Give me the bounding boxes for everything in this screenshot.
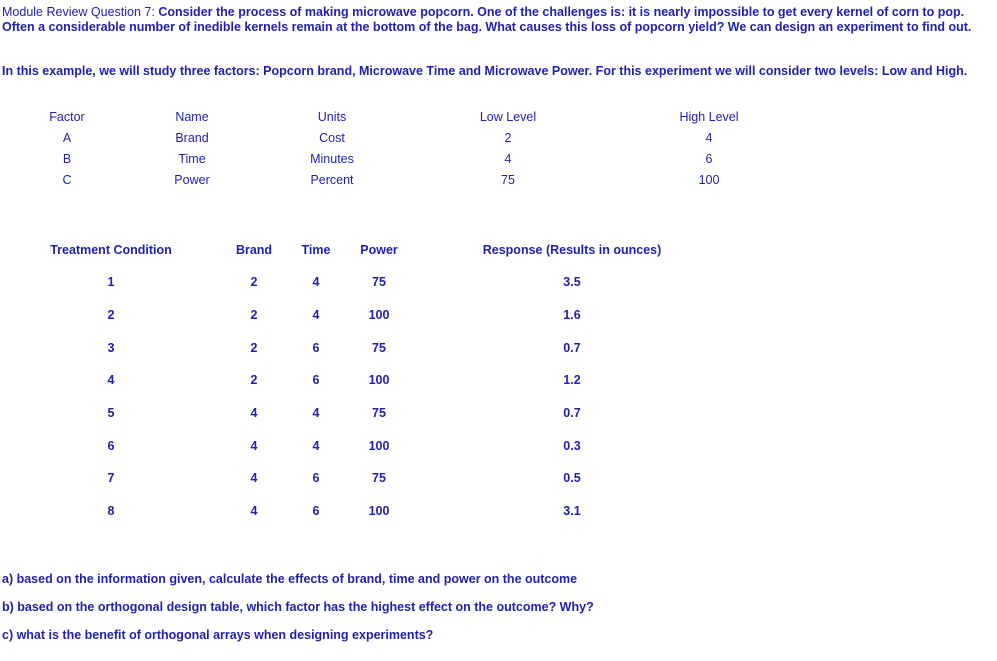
treatment-table-cell: 2 bbox=[250, 308, 258, 322]
factor-table-cell: Percent bbox=[310, 173, 354, 187]
treatment-table-cell: 4 bbox=[312, 406, 320, 420]
treatment-table-cell: 6 bbox=[312, 341, 320, 355]
treatment-table-cell: 2 bbox=[250, 341, 258, 355]
intro-text: Consider the process of making microwave popcorn. One of the challenges is: it is nearly impossible to get every kernel of corn to pop. Often a considerable number of inedible kernels remain at the bottom of the bag. What causes this loss of popcorn yield? We can design an experiment to find out. bbox=[2, 5, 972, 34]
treatment-table-cell: 75 bbox=[372, 406, 386, 420]
treatment-table-header: Power bbox=[360, 243, 398, 257]
factor-table-header: Name bbox=[175, 110, 209, 124]
factor-table-cell: Time bbox=[178, 152, 206, 166]
treatment-table-cell: 75 bbox=[372, 471, 386, 485]
treatment-table-header: Time bbox=[301, 243, 331, 257]
treatment-table-cell: 1.6 bbox=[563, 308, 581, 322]
factor-table-cell: C bbox=[62, 173, 72, 187]
factor-table-cell: 100 bbox=[698, 173, 720, 187]
factor-table-cell: 2 bbox=[504, 131, 512, 145]
treatment-table-cell: 100 bbox=[368, 504, 390, 518]
factor-table-cell: B bbox=[62, 152, 72, 166]
question-b: b) based on the orthogonal design table, which factor has the highest effect on the outcome? Why? bbox=[2, 600, 594, 614]
treatment-table-cell: 6 bbox=[107, 439, 115, 453]
factor-table-cell: Power bbox=[174, 173, 210, 187]
treatment-table-cell: 4 bbox=[250, 439, 258, 453]
treatment-table-header: Treatment Condition bbox=[50, 243, 172, 257]
treatment-table-cell: 4 bbox=[250, 406, 258, 420]
treatment-table-cell: 100 bbox=[368, 308, 390, 322]
treatment-table-cell: 3.5 bbox=[563, 275, 581, 289]
question-a: a) based on the information given, calculate the effects of brand, time and power on the outcome bbox=[2, 572, 578, 586]
treatment-table-cell: 6 bbox=[312, 504, 320, 518]
treatment-table-cell: 4 bbox=[250, 471, 258, 485]
treatment-table-cell: 0.3 bbox=[563, 439, 581, 453]
treatment-table-cell: 0.7 bbox=[563, 406, 581, 420]
question-title: Module Review Question 7: bbox=[2, 5, 155, 19]
factor-table-header: Factor bbox=[49, 110, 85, 124]
treatment-table-cell: 1 bbox=[107, 275, 115, 289]
factor-table-header: Low Level bbox=[479, 110, 537, 124]
factor-table-cell: Brand bbox=[175, 131, 209, 145]
treatment-table-cell: 75 bbox=[372, 275, 386, 289]
treatment-table-cell: 4 bbox=[250, 504, 258, 518]
treatment-table-cell: 1.2 bbox=[563, 373, 581, 387]
factor-table-header: Units bbox=[317, 110, 347, 124]
treatment-table-cell: 4 bbox=[312, 275, 320, 289]
treatment-table-cell: 7 bbox=[107, 471, 115, 485]
factor-table-cell: Cost bbox=[319, 131, 345, 145]
treatment-table-cell: 75 bbox=[372, 341, 386, 355]
treatment-table-cell: 4 bbox=[107, 373, 115, 387]
factor-table-cell: 4 bbox=[504, 152, 512, 166]
treatment-table-cell: 3 bbox=[107, 341, 115, 355]
factor-table-cell: A bbox=[62, 131, 72, 145]
question-c: c) what is the benefit of orthogonal arrays when designing experiments? bbox=[2, 628, 434, 642]
treatment-table-header: Response (Results in ounces) bbox=[482, 243, 662, 257]
treatment-table-cell: 100 bbox=[368, 373, 390, 387]
treatment-table-cell: 3.1 bbox=[563, 504, 581, 518]
treatment-table-cell: 8 bbox=[107, 504, 115, 518]
treatment-table-cell: 0.5 bbox=[563, 471, 581, 485]
treatment-table-cell: 2 bbox=[250, 275, 258, 289]
factor-table-cell: Minutes bbox=[310, 152, 354, 166]
factor-table-cell: 75 bbox=[501, 173, 515, 187]
treatment-table-cell: 5 bbox=[107, 406, 115, 420]
treatment-table-header: Brand bbox=[235, 243, 273, 257]
treatment-table-cell: 4 bbox=[312, 308, 320, 322]
treatment-table-cell: 6 bbox=[312, 373, 320, 387]
factor-table-cell: 4 bbox=[705, 131, 713, 145]
treatment-table-cell: 6 bbox=[312, 471, 320, 485]
treatment-table-cell: 2 bbox=[107, 308, 115, 322]
treatment-table-cell: 0.7 bbox=[563, 341, 581, 355]
treatment-table-cell: 100 bbox=[368, 439, 390, 453]
factor-table-cell: 6 bbox=[705, 152, 713, 166]
treatment-table-cell: 2 bbox=[250, 373, 258, 387]
treatment-table-cell: 4 bbox=[312, 439, 320, 453]
factor-table-header: High Level bbox=[679, 110, 739, 124]
example-paragraph: In this example, we will study three factors: Popcorn brand, Microwave Time and Microwave Power. For this experiment we will consider two levels: Low and High. bbox=[2, 64, 968, 78]
intro-paragraph bbox=[2, 5, 992, 35]
